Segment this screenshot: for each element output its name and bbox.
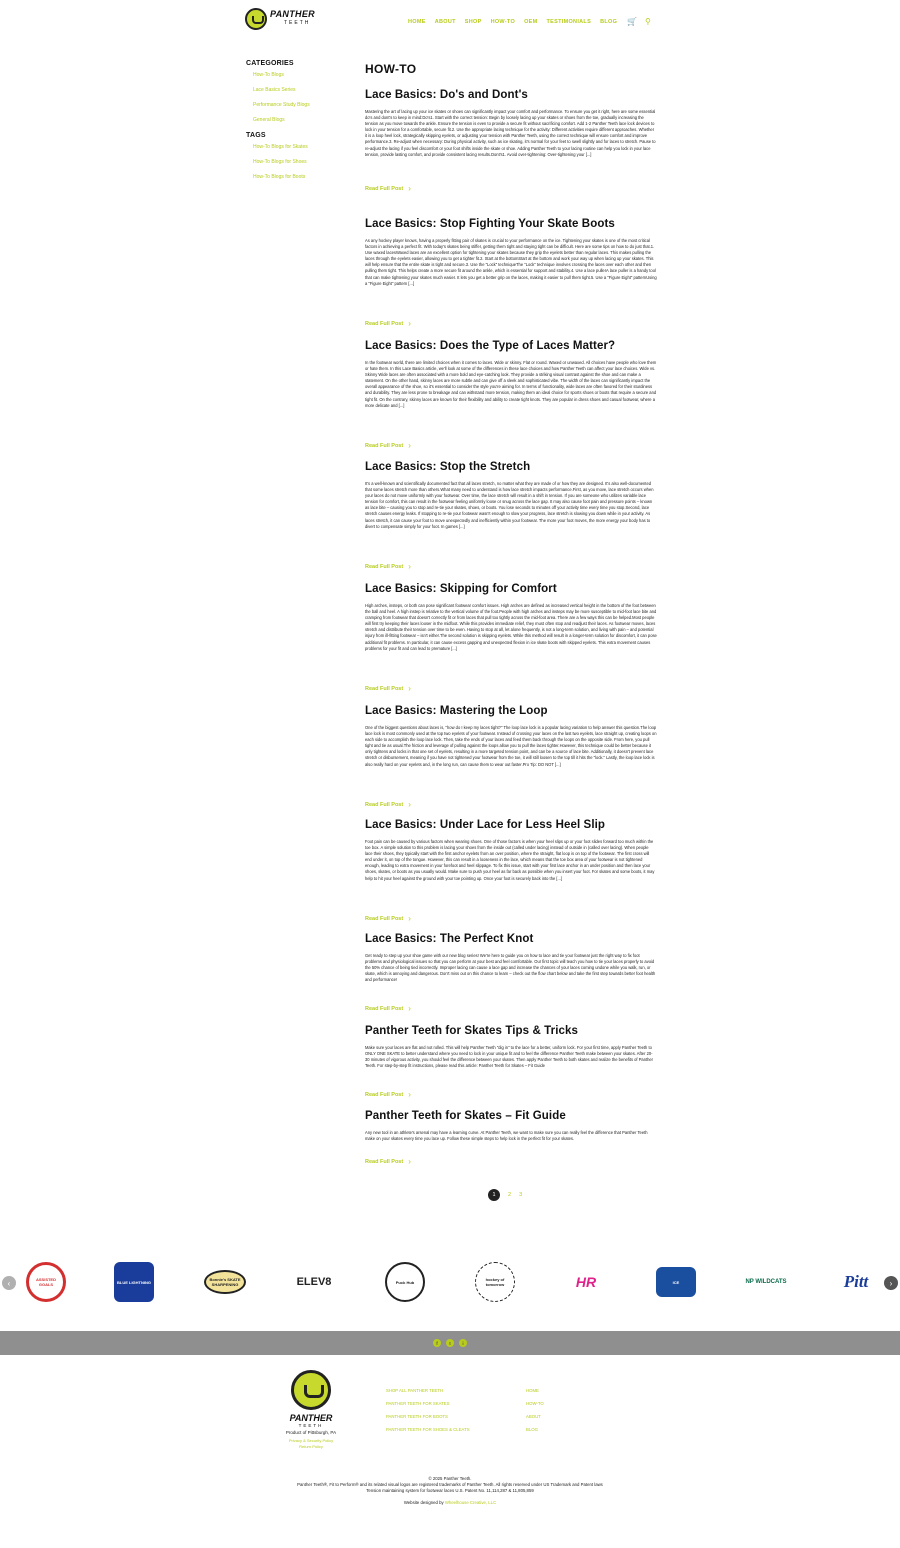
post-excerpt: Make sure your laces are flat and not rolled. This will help Panther Teeth "dig in" to the lace for a better, uniform lock. For your first time, apply Panther Teeth to ONLY ONE SKATE to better understand where you need to lock in your unique fit and to feel the difference Panther Teeth make between your skates. After 20-30 minutes of vigorous activity, you should feel the difference between your skates. Then apply Panther Teeth to both skates and realize the benefits of Panther Teeth. For step-by-step fit instructions, please read this article: Panther Teeth for Skates – Fit Guide bbox=[365, 1045, 654, 1069]
blog-post bbox=[365, 218, 657, 328]
trademark-notice: Panther Teeth®, Fit to Perform® and its related visual logos are registered trademarks of Panther Teeth. All rights reserved under US Trademark and Patent laws bbox=[297, 1482, 603, 1487]
privacy-policy-link[interactable]: Privacy & Security Policy bbox=[288, 1438, 334, 1443]
logo-subtext: TEETH bbox=[284, 20, 311, 26]
post-excerpt: It's a well-known and scientifically documented fact that all laces stretch, no matter what they are made of or how they are designed. It's also well-documented that some laces stretch more than others.What many need to understand is how lace stretch impacts performance.First, as you move, lace stretch occurs when your laces do not move uniformly with your footwear. Over time, the lace stretch will result in a shift in tension. If you are someone who utilizes variable lace tension for comfort, this can result in the footwear feeling uniformly loose or snug across the lace gap. It may also cause foot pain and pressure points – known as lace bite – causing you to stop and re-tie your skates, shoes, or boots. You lose seconds to minutes off your activity time every time you stop.Second, lace stretch causes energy leaks. If stopping to re-tie your footwear wasn't enough to slow your progress, lace stretch is slowing you down while in your activity. As laces stretch, it can cause your foot to move unexpectedly and inefficiently within your footwear. The more your foot moves, the more energy your body has to divert to compensate simply for your foot. In games [...] bbox=[365, 481, 654, 529]
post-title[interactable]: Lace Basics: Mastering the Loop bbox=[365, 705, 548, 717]
panther-logo-icon bbox=[291, 1370, 331, 1410]
category-link[interactable]: General Blogs bbox=[253, 117, 285, 123]
post-title[interactable]: Lace Basics: Stop Fighting Your Skate Boots bbox=[365, 218, 615, 230]
blog-post bbox=[365, 340, 657, 450]
read-full-post-link[interactable]: Read Full Post › bbox=[365, 684, 411, 693]
designer-link[interactable]: Wheelhouse Creative, LLC bbox=[444, 1500, 497, 1505]
np-wildcats-logo[interactable]: NP WILDCATS bbox=[745, 1279, 787, 1285]
site-header bbox=[0, 0, 900, 44]
read-full-post-link[interactable]: Read Full Post › bbox=[365, 1090, 411, 1099]
search-icon[interactable]: ⚲ bbox=[644, 17, 651, 26]
pagination bbox=[488, 1189, 522, 1201]
blog-post bbox=[365, 819, 657, 923]
blog-post bbox=[365, 583, 657, 693]
blog-post bbox=[365, 1110, 657, 1166]
panther-logo-icon bbox=[245, 8, 267, 30]
chevron-right-icon: › bbox=[408, 1157, 411, 1166]
post-excerpt: Any new tool in an athlete's arsenal may have a learning curve. At Panther Teeth, we want to make sure you can really feel the difference that Panther Teeth make on your skates every time you lace up. Follow these simple steps to help lock in the perfect fit for your skates. bbox=[365, 1130, 648, 1142]
chevron-right-icon: › bbox=[408, 562, 411, 571]
read-full-post-link[interactable]: Read Full Post › bbox=[365, 184, 411, 193]
nav-oem[interactable]: OEM bbox=[524, 19, 538, 25]
read-full-post-link[interactable]: Read Full Post › bbox=[365, 562, 411, 571]
pucks-in-deep-logo[interactable]: Puck Hub bbox=[383, 1258, 427, 1306]
footer-link[interactable]: ABOUT bbox=[526, 1414, 541, 1419]
nav-shop[interactable]: SHOP bbox=[464, 19, 482, 25]
post-title[interactable]: Lace Basics: Do's and Dont's bbox=[365, 89, 528, 101]
nav-home[interactable]: HOME bbox=[408, 19, 426, 25]
chevron-right-icon: › bbox=[408, 1090, 411, 1099]
hockey-of-tomorrow-logo[interactable]: hockey of tomorrow bbox=[473, 1258, 517, 1306]
tags-heading: TAGS bbox=[246, 132, 266, 139]
blog-post bbox=[365, 461, 657, 571]
footer-link[interactable]: HOME bbox=[526, 1388, 539, 1393]
social-bar bbox=[0, 1331, 900, 1355]
chevron-right-icon: › bbox=[408, 319, 411, 328]
post-excerpt: Get ready to step up your shoe game with our new blog series! We're here to guide you on how to lace and tie your footwear just the right way to fix foot problems and physiological issues so that you can perform at your best and feel comfortable. Our first topic will teach you how to tie your laces properly to avoid the 50% chance of being tied incorrectly. Improper lacing can cause a lace gap and increase the chances of your laces coming undone while you walk, run, or skate, which is annoying and dangerous. Don't miss out on this chance to learn – check out the flow chart below and take the first step towards better foot health and performance! bbox=[365, 953, 656, 983]
post-title[interactable]: Lace Basics: Stop the Stretch bbox=[365, 461, 531, 473]
nav-about[interactable]: ABOUT bbox=[434, 19, 456, 25]
logo-text: PANTHER bbox=[270, 9, 315, 19]
return-policy-link[interactable]: Return Policy bbox=[299, 1444, 323, 1449]
nav-how-to[interactable]: HOW-TO bbox=[490, 19, 516, 25]
blog-post bbox=[365, 705, 657, 809]
chevron-right-icon: › bbox=[408, 684, 411, 693]
instagram-icon[interactable]: i bbox=[459, 1339, 467, 1347]
nav-blog[interactable]: BLOG bbox=[600, 19, 618, 25]
category-link[interactable]: Performance Study Blogs bbox=[253, 102, 310, 108]
footer-link[interactable]: PANTHER TEETH FOR SHOES & CLEATS bbox=[386, 1427, 470, 1432]
chevron-right-icon: › bbox=[408, 914, 411, 923]
hr-logo[interactable]: HR bbox=[575, 1274, 597, 1290]
category-link[interactable]: How-To Blogs bbox=[253, 72, 284, 78]
assisted-goals-logo[interactable]: ASSISTED GOALS bbox=[22, 1258, 70, 1306]
facebook-icon[interactable]: f bbox=[433, 1339, 441, 1347]
blog-post bbox=[365, 89, 657, 193]
icemasters-logo[interactable]: ICE bbox=[652, 1258, 700, 1306]
footer-link[interactable]: SHOP ALL PANTHER TEETH bbox=[386, 1388, 444, 1393]
post-title[interactable]: Panther Teeth for Skates Tips & Tricks bbox=[365, 1025, 579, 1037]
footer-logo[interactable]: PANTHER TEETH Product of Pittsburgh, PA bbox=[283, 1370, 339, 1435]
post-title[interactable]: Lace Basics: Skipping for Comfort bbox=[365, 583, 557, 595]
page-title: HOW-TO bbox=[365, 62, 417, 76]
read-full-post-link[interactable]: Read Full Post › bbox=[365, 441, 411, 450]
page-current: 1 bbox=[488, 1189, 500, 1201]
tag-link[interactable]: How-To Blogs for Boots bbox=[253, 174, 306, 180]
footer-link[interactable]: HOW-TO bbox=[526, 1401, 544, 1406]
cart-icon[interactable]: 🛒 bbox=[627, 17, 637, 26]
designed-by: Website designed by Wheelhouse Creative, LLC bbox=[403, 1500, 497, 1505]
blog-post bbox=[365, 933, 657, 1013]
lightning-hockey-logo[interactable]: BLUE LIGHTNING bbox=[110, 1258, 158, 1306]
post-excerpt: In the footwear world, there are limited choices when it comes to laces. Wide or skinny. Flat or round. Waxed or unwaxed. All choices have people who love them or hate them. In this Lace Basics article, we'll look at some of the differences in these lace choices and how Panther Teeth can affect your lace choices. Wide vs. Skinny Wide laces are often associated with a more bold and eye-catching look. They provide a striking visual contrast against the shoe and can make a statement. On the other hand, skinny laces are more subtle and can give off a sleek and sophisticated vibe. The width of the laces can significantly impact the overall appearance of the shoe, so it's essential to consider the style you're aiming for. In terms of functionality, wide laces are often favored for their sturdiness and durability. They are less prone to breakage and can withstand more tension, making them an ideal choice for sports shoes or boots that require a secure and tight fit. On the contrary, skinny laces are known for their flexibility and ability to create tight knots. They are popular in dress shoes and casual footwear, where a more delicate and [...] bbox=[365, 360, 657, 408]
footer-link[interactable]: PANTHER TEETH FOR SKATES bbox=[386, 1401, 450, 1406]
twitter-icon[interactable]: t bbox=[446, 1339, 454, 1347]
post-title[interactable]: Lace Basics: The Perfect Knot bbox=[365, 933, 534, 945]
footer-link[interactable]: PANTHER TEETH FOR BOOTS bbox=[386, 1414, 448, 1419]
elev8-logo[interactable]: ELEV8 bbox=[296, 1276, 332, 1288]
category-link[interactable]: Lace Basics Series bbox=[253, 87, 296, 93]
sidebar bbox=[246, 60, 346, 189]
partner-logo-carousel bbox=[0, 1250, 900, 1320]
post-excerpt: As any hockey player knows, having a properly fitting pair of skates is crucial to your performance on the ice. Tightening your skates is one of the most critical factors in achieving a perfect fit. With today's skates being stiffer, getting them tight and staying tight can be difficult. Here are some tips on how to do just that.1. Use waxed lacesWaxed laces are an excellent option for tightening your skates because they grip the eyelets better than regular laces. This makes pulling the laces through the eyelets easier, allowing you to get a tighter fit.2. Start at the bottomStart at the bottom and work your way up when lacing up your skates. This will help ensure that the entire skate is tight and secure.3. Use the "Lock" techniqueThe "Lock" technique involves crossing the laces over each other and then pulling them tight. This helps create a more secure fit around the ankle, which is essential for support and stability.4. Use a lace pullerA lace puller is a handy tool that can make tightening your skates much easier. It lets you get a better grip on the laces, making it easier to pull them tight.5. Use a "Figure Eight" patternUsing a "Figure Eight" pattern [...] bbox=[365, 238, 657, 286]
pitt-logo[interactable]: Pitt bbox=[843, 1272, 869, 1291]
post-excerpt: Mastering the art of lacing up your ice skates or shoes can significantly impact your comfort and performance. To ensure you get it right, here are some essential do's and dont's to keep in mind:Do's1. Start with the correct tension: Begin by loosely lacing up your skates or shoes from the toe, gradually increasing the tension as you move towards the ankle. Ensure the tension is even to provide a secure fit without sacrificing comfort. Add 1-2 Panther Teeth lace lock devices to lock in your tension for a comfortable, secure fit.2. Use the appropriate lacing technique for the activity: Different activities require different approaches. Whether it is a loop heel lock, strategically skipping eyelets, or adjusting your tension with Panther Teeth, using the correct technique will ensure comfort and improve performance.3. Re-adjust when necessary: During physical activity, such as ice skating, it's normal for your feet to swell slightly and for laces to stretch. Pause to re-adjust the lacing if you feel discomfort or your foot shifts inside the skate or shoe. Adding Panther Teeth to your lacing routine can help you lock in your lace tension, provide lasting comfort, and provide consistent lacing results.Dont's1. Avoid over-tightening: Over-tightening your [...] bbox=[365, 109, 656, 157]
post-title[interactable]: Lace Basics: Under Lace for Less Heel Slip bbox=[365, 819, 606, 831]
footer-link[interactable]: BLOG bbox=[526, 1427, 538, 1432]
patent-notice: Tension maintaining system for footwear laces U.S. Patent No. 11,114,287 & 11,805,859 bbox=[366, 1488, 534, 1493]
tag-link[interactable]: How-To Blogs for Skates bbox=[253, 144, 308, 150]
read-full-post-link[interactable]: Read Full Post › bbox=[365, 1157, 411, 1166]
read-full-post-link[interactable]: Read Full Post › bbox=[365, 1004, 411, 1013]
post-excerpt: High arches, insteps, or both can pose significant footwear comfort issues. High arches are defined as increased vertical height in the bottom of the foot between the ball and heel. A high instep is relative to the vertical volume of the foot.People with high arches and insteps may be more susceptible to mid-foot lace bite and cramping from footwear that doesn't correctly fit or from laces that pull too tightly across the mid-foot area. There are a few ways this can be helped.Most people will first try keeping their laces looser in the midfoot. While this provides immediate relief, they must often stop and readjust their laces. As footwear moves, laces stretch and distribute their tension over time to be even. Having to stop at all, let alone frequently, is not a long-term solution, and living with pain – and potential injury from ill-fitting footwear – isn't either.The second solution is skipping eyelets. While this method will result in a longer-term solution for discomfort, it can pose additional fit problems. In particular, it can cause excess gapping and unexpected flexion in ice skate boots with skipped eyelets. This extra movement causes problems for your fit and can lead to premature [...] bbox=[365, 603, 657, 651]
page-link[interactable]: 2 bbox=[508, 1192, 512, 1198]
post-excerpt: One of the biggest questions about laces is, "how do I keep my laces tight?" The loop lace lock is a popular lacing variation to help answer this question.The loop lace lock is most commonly used at the top two eyelets of your footwear. Instead of crossing your laces on the last two eyelets, lace straight up, creating loops on each side to accomplish the loop lace lock. Then, take the ends of your laces and feed them back through the loops on the opposite side. From here, you pull tight and tie as usual.The friction and leverage of pulling against the loops allow you to pull the laces tighter.However, this technique could be better because it only tightens and locks in that one set of eyelets, resulting in a more targeted tension point, and can be a source of lace bite. Additionally, it doesn't prevent lace stretch or disbursement, meaning if you have not tightened your footwear from the toe, it will still loosen to the top till it hits the "lock." Lastly, the loop lace lock is also really hard on your eyelets and, in the long run, can cause them to wear out faster.Pro Tip: DO NOT [...] bbox=[365, 725, 657, 767]
footer-policy-links bbox=[283, 1438, 339, 1450]
copyright: © 2025 Panther Teeth. bbox=[428, 1476, 472, 1481]
footer-legal bbox=[0, 1476, 900, 1506]
footer-tagline: Product of Pittsburgh, PA bbox=[285, 1430, 337, 1435]
chevron-right-icon: › bbox=[408, 1004, 411, 1013]
blog-post bbox=[365, 1025, 657, 1099]
read-full-post-link[interactable]: Read Full Post › bbox=[365, 914, 411, 923]
post-title[interactable]: Panther Teeth for Skates – Fit Guide bbox=[365, 1110, 566, 1122]
carousel-next-button[interactable]: › bbox=[884, 1276, 898, 1290]
nav-testimonials[interactable]: TESTIMONIALS bbox=[546, 19, 592, 25]
footer-nav-links bbox=[526, 1388, 544, 1440]
chevron-right-icon: › bbox=[408, 184, 411, 193]
page-link[interactable]: 3 bbox=[519, 1192, 523, 1198]
tag-link[interactable]: How-To Blogs for Shoes bbox=[253, 159, 307, 165]
post-excerpt: Foot pain can be caused by various factors when wearing shoes. One of those factors is when your heel slips up or your foot slides forward too much within the toe box. A simple solution to this problem is lacing your shoes from the inside out (called under lacing) instead of outside in (called over lacing). When people lace their shoes, they typically start with the first anchor eyelets from an over position, where the straight, flat loop is on top of the footwear. The first cross will end under it, on top of the tongue. However, this can result in a looseness in the lace, which means that the toe box area of your footwear is not tightened enough, leading to extra movement in your forefoot and heel slippage. To fix this issue, start with your first lace anchor in an under position and then lace your shoes, skates, or boots as you usually would. Make sure to push your heel as far back as possible when you insert your foot. For skates and some boots, it may help to hit your heel against the ground with your toe pointing up. Once your foot is securely back into the [...] bbox=[365, 839, 655, 881]
chevron-right-icon: › bbox=[408, 800, 411, 809]
carousel-prev-button[interactable]: ‹ bbox=[2, 1276, 16, 1290]
read-full-post-link[interactable]: Read Full Post › bbox=[365, 319, 411, 328]
categories-heading: CATEGORIES bbox=[246, 60, 294, 67]
footer-shop-links bbox=[386, 1388, 470, 1440]
site-logo[interactable] bbox=[245, 6, 323, 32]
read-full-post-link[interactable]: Read Full Post › bbox=[365, 800, 411, 809]
bonnies-skate-sharpening-logo[interactable]: Bonnie's SKATE SHARPENING bbox=[203, 1258, 247, 1306]
main-nav bbox=[408, 19, 626, 25]
post-title[interactable]: Lace Basics: Does the Type of Laces Matter? bbox=[365, 340, 616, 352]
chevron-right-icon: › bbox=[408, 441, 411, 450]
